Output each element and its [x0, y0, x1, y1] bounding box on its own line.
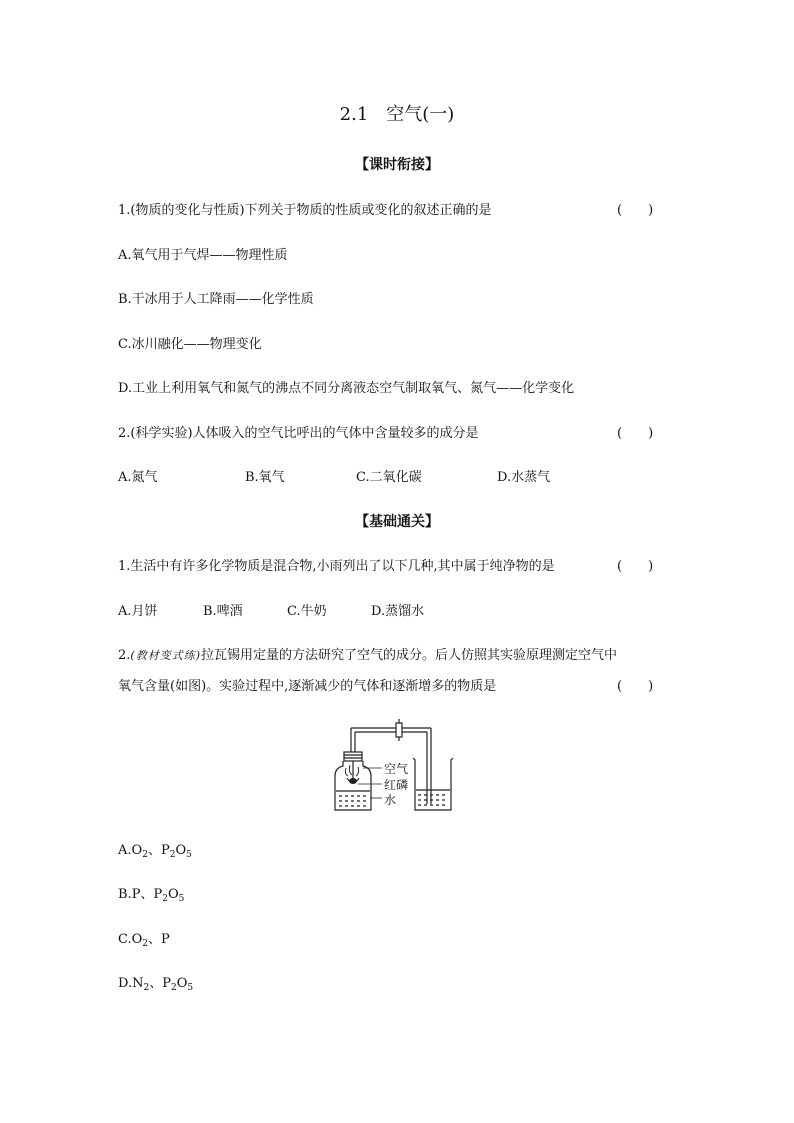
section-heading-basic: 【基础通关】 [355, 514, 439, 530]
section-heading-course-link: 【课时衔接】 [355, 157, 439, 173]
answer-paren: ( ) [617, 203, 654, 218]
label-water: 水 [384, 793, 397, 807]
option-d: D.蒸馏水 [371, 604, 425, 619]
question-stem-line1: 拉瓦锡用定量的方法研究了空气的成分。后人仿照其实验原理测定空气中 [201, 648, 618, 663]
question-stem-line2: 氧气含量(如图)。实验过程中,逐渐减少的气体和逐渐增多的物质是 [118, 679, 497, 694]
question-tag: (教材变式练) [130, 649, 201, 662]
rubber-stopper [344, 752, 362, 761]
answer-paren: ( ) [617, 426, 654, 441]
page-title: 2.1 空气(一) [339, 104, 455, 125]
tube-clamp [396, 723, 402, 737]
option-b: B.干冰用于人工降雨——化学性质 [118, 292, 314, 307]
option-b: B.啤酒 [203, 604, 243, 619]
experiment-apparatus-figure [330, 718, 462, 814]
red-phosphorus [349, 778, 357, 784]
question-basic-2-line1 [118, 649, 617, 662]
option-c: C.二氧化碳 [356, 470, 422, 485]
option-a: A.氧气用于气焊——物理性质 [118, 248, 288, 263]
option-c: C.冰川融化——物理变化 [118, 337, 262, 352]
option-d: D.水蒸气 [497, 470, 551, 485]
question-link-1-stem: 1.(物质的变化与性质)下列关于物质的性质或变化的叙述正确的是 [118, 203, 492, 218]
flame [345, 765, 358, 776]
question-link-2-stem: 2.(科学实验)人体吸入的空气比呼出的气体中含量较多的成分是 [118, 426, 479, 441]
answer-paren: ( ) [617, 679, 654, 694]
apparatus-diagram [330, 718, 462, 814]
option-a: A.月饼 [118, 604, 158, 619]
option-c: C.牛奶 [287, 604, 327, 619]
option-d: D.工业上利用氧气和氮气的沸点不同分离液态空气制取氧气、氮气——化学变化 [118, 381, 575, 396]
option-a: $A.O_2$、$P_2O_5$ [118, 843, 192, 860]
option-d: $D.N_2$、$P_2O_5$ [118, 976, 194, 993]
beaker [413, 758, 453, 810]
answer-paren: ( ) [617, 559, 654, 574]
label-air: 空气 [384, 762, 409, 776]
option-b: B.P、$P_2O_5$ [118, 887, 185, 904]
question-basic-1-stem: 1.生活中有许多化学物质是混合物,小雨列出了以下几种,其中属于纯净物的是 [118, 559, 555, 574]
option-b: B.氧气 [245, 470, 285, 485]
question-number: 2. [118, 648, 131, 663]
option-a: A.氮气 [118, 470, 158, 485]
label-red-phosphorus: 红磷 [384, 778, 409, 792]
option-c: $C.O_2$、P [118, 932, 170, 949]
